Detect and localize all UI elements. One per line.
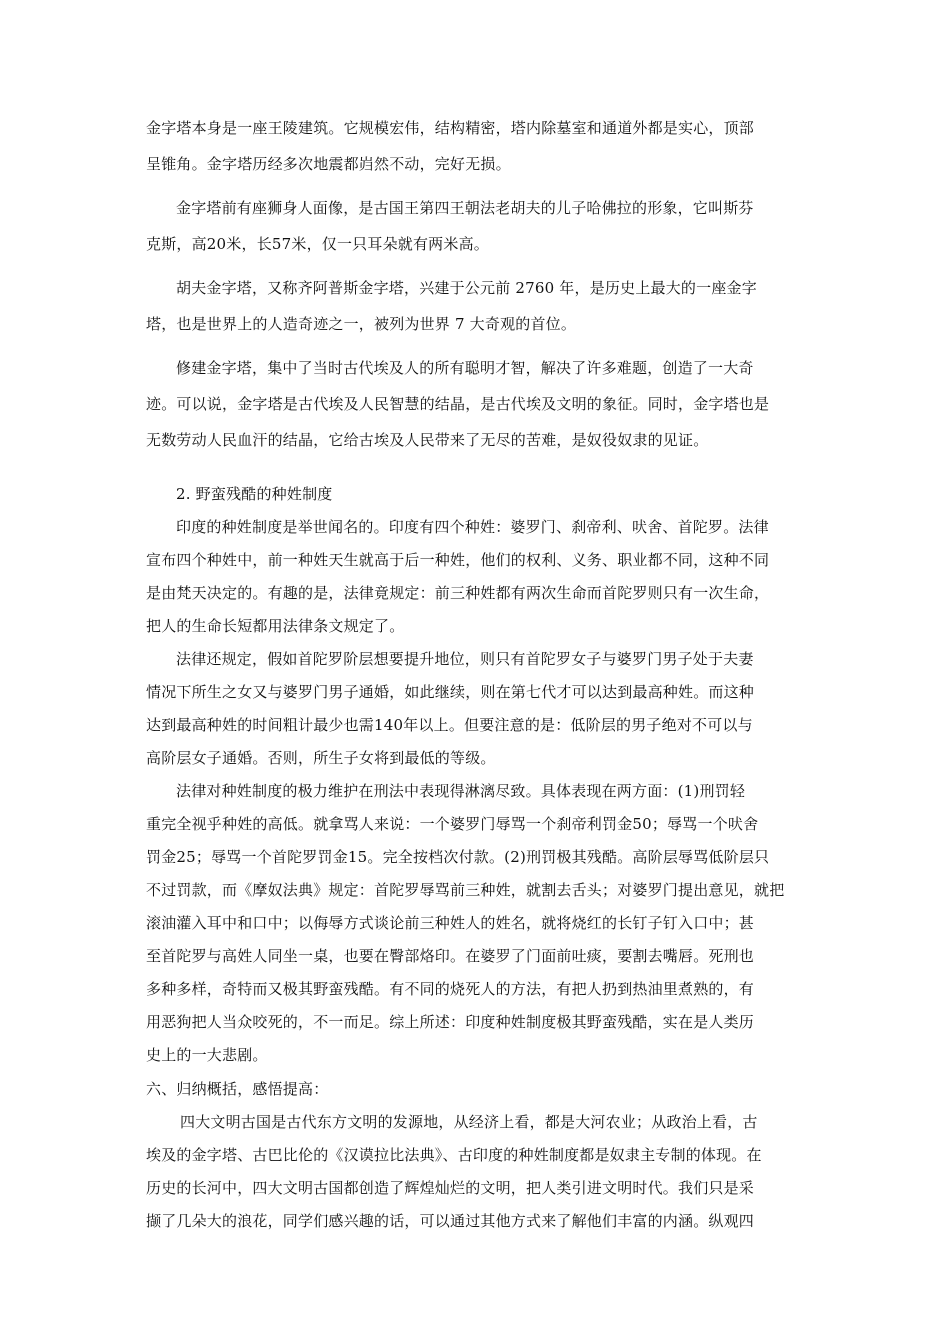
text-line: 无数劳动人民血汗的结晶，它给古埃及人民带来了无尽的苦难，是奴役奴隶的见证。	[146, 431, 709, 449]
text-line: 达到最高种姓的时间粗计最少也需140年以上。但要注意的是：低阶层的男子绝对不可以与	[146, 716, 753, 734]
text-line: 埃及的金字塔、古巴比伦的《汉谟拉比法典》、古印度的种姓制度都是奴隶主专制的体现。在	[146, 1146, 762, 1164]
text-line: 重完全视乎种姓的高低。就拿骂人来说：一个婆罗门辱骂一个刹帝利罚金50；辱骂一个吠舍	[146, 815, 759, 833]
text-line: 修建金字塔，集中了当时古代埃及人的所有聪明才智，解决了许多难题，创造了一大奇	[176, 359, 754, 377]
text-line: 是由梵天决定的。有趣的是，法律竟规定：前三种姓都有两次生命而首陀罗则只有一次生命，	[146, 584, 770, 602]
text-line: 塔，也是世界上的人造奇迹之一，被列为世界 7 大奇观的首位。	[146, 315, 577, 333]
caste-section	[146, 478, 806, 1072]
khufu-paragraph	[146, 270, 806, 342]
text-line: 金字塔前有座狮身人面像，是古国王第四王朝法老胡夫的儿子哈佛拉的形象，它叫斯芬	[176, 199, 754, 217]
text-line: 胡夫金字塔，又称齐阿普斯金字塔，兴建于公元前 2760 年，是历史上最大的一座金字	[176, 279, 757, 297]
text-line: 克斯，高20米，长57米，仅一只耳朵就有两米高。	[146, 235, 489, 253]
text-line: 四大文明古国是古代东方文明的发源地，从经济上看，都是大河农业；从政治上看，古	[180, 1113, 758, 1131]
text-line: 不过罚款，而《摩奴法典》规定：首陀罗辱骂前三种姓，就割去舌头；对婆罗门提出意见，就把	[146, 881, 785, 899]
text-line: 史上的一大悲剧。	[146, 1046, 268, 1064]
text-line: 法律对种姓制度的极力维护在刑法中表现得淋漓尽致。具体表现在两方面：(1)刑罚轻	[176, 782, 746, 800]
text-line: 历史的长河中，四大文明古国都创造了辉煌灿烂的文明，把人类引进文明时代。我们只是采	[146, 1179, 755, 1197]
text-line: 罚金25；辱骂一个首陀罗罚金15。完全按档次付款。(2)刑罚极其残酷。高阶层辱骂低阶层只	[146, 848, 770, 866]
sphinx-paragraph	[146, 190, 806, 262]
text-line: 用恶狗把人当众咬死的，不一而足。综上所述：印度种姓制度极其野蛮残酷，实在是人类历	[146, 1013, 755, 1031]
text-line: 高阶层女子通婚。否则，所生子女将到最低的等级。	[146, 749, 496, 767]
text-line: 宣布四个种姓中，前一种姓天生就高于后一种姓，他们的权利、义务、职业都不同，这种不同	[146, 551, 770, 569]
summary-section	[146, 1073, 806, 1238]
section-heading: 2. 野蛮残酷的种姓制度	[176, 485, 333, 503]
text-line: 撷了几朵大的浪花，同学们感兴趣的话，可以通过其他方式来了解他们丰富的内涵。纵观四	[146, 1212, 755, 1230]
pyramid-construction-paragraph	[146, 350, 806, 458]
section-heading: 六、归纳概括，感悟提高：	[146, 1080, 329, 1098]
text-line: 多种多样，奇特而又极其野蛮残酷。有不同的烧死人的方法，有把人扔到热油里煮熟的，有	[146, 980, 755, 998]
text-line: 印度的种姓制度是举世闻名的。印度有四个种姓：婆罗门、刹帝利、吠舍、首陀罗。法律	[176, 518, 769, 536]
text-line: 把人的生命长短都用法律条文规定了。	[146, 617, 405, 635]
text-line: 迹。可以说，金字塔是古代埃及人民智慧的结晶，是古代埃及文明的象征。同时，金字塔也是	[146, 395, 770, 413]
text-line: 法律还规定，假如首陀罗阶层想要提升地位，则只有首陀罗女子与婆罗门男子处于夫妻	[176, 650, 754, 668]
text-line: 呈锥角。金字塔历经多次地震都岿然不动，完好无损。	[146, 155, 511, 173]
text-line: 滚油灌入耳中和口中；以侮辱方式谈论前三种姓人的姓名，就将烧红的长钉子钉入口中；甚	[146, 914, 755, 932]
text-line: 至首陀罗与高姓人同坐一桌，也要在臀部烙印。在婆罗了门面前吐痰，要割去嘴唇。死刑也	[146, 947, 755, 965]
text-line: 金字塔本身是一座王陵建筑。它规模宏伟，结构精密，塔内除墓室和通道外都是实心，顶部	[146, 119, 755, 137]
text-line: 情况下所生之女又与婆罗门男子通婚，如此继续，则在第七代才可以达到最高种姓。而这种	[146, 683, 755, 701]
pyramid-paragraph	[146, 110, 806, 182]
